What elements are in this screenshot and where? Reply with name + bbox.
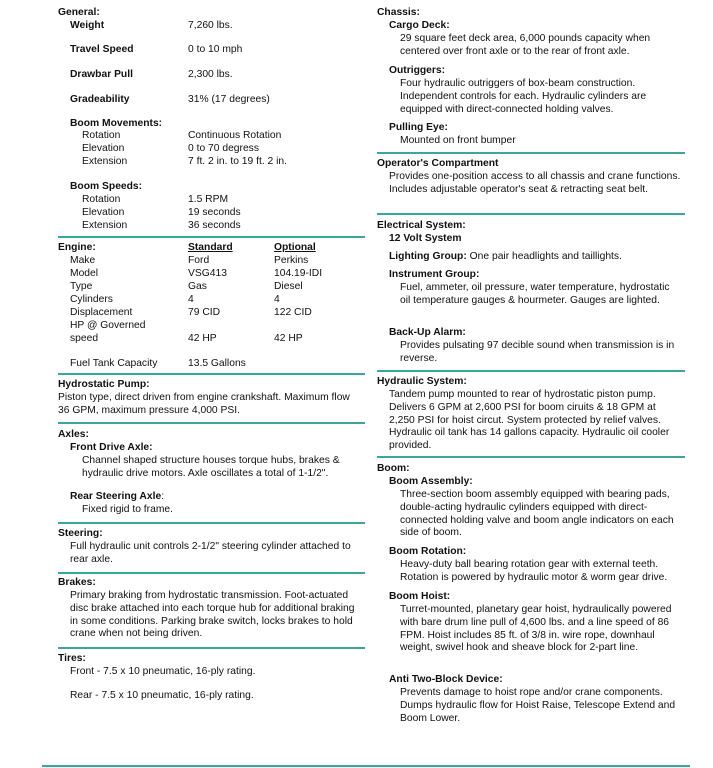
operator-title: Operator's Compartment (377, 158, 499, 169)
lighting-text: One pair headlights and taillights. (469, 251, 622, 262)
axles-title: Axles: (58, 429, 89, 440)
engine-row-label: Make (70, 255, 96, 266)
engine-row-std: 4 (188, 294, 194, 305)
outriggers-title: Outriggers: (389, 65, 446, 76)
hydrostatic-title: Hydrostatic Pump: (58, 379, 150, 390)
engine-row-opt: 104.19-IDI (274, 268, 323, 279)
tires-title: Tires: (58, 653, 86, 664)
engine-row-opt: 122 CID (274, 307, 312, 318)
divider (58, 373, 365, 375)
mov-value: Continuous Rotation (188, 130, 282, 141)
volt-system: 12 Volt System (389, 233, 462, 244)
lighting-title: Lighting Group: (389, 251, 467, 262)
general-title: General: (58, 7, 100, 18)
hydraulic-text: Tandem pump mounted to rear of hydrostatic piston pump. Delivers 6 GPM at 2,600 PSI for boom ciruits & 18 GPM at 2,250 PSI for hoist circut. System protected by relief valves. Hydraulic oil tank has 14 gallons capacity. Hydraulic oil cooler provided. (389, 389, 670, 452)
engine-row-label: Cylinders (70, 294, 113, 305)
divider (58, 522, 365, 524)
mov-label: Rotation (82, 130, 121, 141)
lighting-group (389, 251, 622, 264)
engine-row-opt: 4 (274, 294, 280, 305)
divider (58, 236, 365, 238)
spd-label: Extension (82, 220, 128, 231)
steering-title: Steering: (58, 528, 103, 539)
rear-axle-title-wrap (70, 491, 164, 504)
boom-movements-title: Boom Movements: (70, 118, 163, 129)
engine-row-label: Model (70, 268, 99, 279)
engine-row-opt: Diesel (274, 281, 303, 292)
electrical-title: Electrical System: (377, 220, 466, 231)
engine-row-std: Gas (188, 281, 207, 292)
divider (377, 152, 685, 154)
footer-rule (42, 765, 690, 767)
divider (377, 213, 685, 215)
boom-hoist-title: Boom Hoist: (389, 591, 451, 602)
boom-speeds-title: Boom Speeds: (70, 181, 143, 192)
gradeability-label: Gradeability (70, 94, 130, 105)
backup-alarm-text: Provides pulsating 97 decible sound when transmission is in reverse. (400, 340, 675, 364)
instrument-text: Fuel, ammeter, oil pressure, water temperature, hydrostatic oil temperature gauges & hourmeter. Gauges are lighted. (400, 282, 670, 306)
weight-value: 7,260 lbs. (188, 20, 233, 31)
engine-row-opt: Perkins (274, 255, 309, 266)
hydraulic-title: Hydraulic System: (377, 376, 467, 387)
steering-text: Full hydraulic unit controls 2-1/2" steering cylinder attached to rear axle. (70, 541, 351, 565)
tires-front: Front - 7.5 x 10 pneumatic, 16-ply rating. (70, 666, 256, 677)
mov-value: 0 to 70 degress (188, 143, 259, 154)
spd-value: 19 seconds (188, 207, 241, 218)
engine-title: Engine: (58, 242, 96, 253)
pulling-eye-text: Mounted on front bumper (400, 135, 516, 146)
rear-axle-colon: : (161, 491, 165, 502)
boom-rotation-text: Heavy-duty ball bearing rotation gear with external teeth. Rotation is powered by hydraulic motor & worm gear drive. (400, 559, 668, 583)
hp-opt-value: 42 HP (274, 333, 303, 344)
gradeability-value: 31% (17 degrees) (188, 94, 270, 105)
brakes-title: Brakes: (58, 577, 96, 588)
mov-value: 7 ft. 2 in. to 19 ft. 2 in. (188, 156, 288, 167)
tires-rear: Rear - 7.5 x 10 pneumatic, 16-ply rating. (70, 690, 254, 701)
brakes-text: Primary braking from hydrostatic transmission. Foot-actuated disc brake attached into each torque hub for additional braking in some conditions. Parking brake switch, locks brakes to hold crane when not being driven. (70, 590, 355, 640)
mov-label: Elevation (82, 143, 125, 154)
backup-alarm-title: Back-Up Alarm: (389, 327, 466, 338)
instrument-title: Instrument Group: (389, 269, 480, 280)
engine-row-std: 79 CID (188, 307, 221, 318)
anti-two-block-title: Anti Two-Block Device: (389, 674, 503, 685)
mov-label: Extension (82, 156, 128, 167)
spd-value: 36 seconds (188, 220, 241, 231)
boom-title: Boom: (377, 463, 410, 474)
rear-axle-title: Rear Steering Axle (70, 491, 162, 502)
boom-assembly-title: Boom Assembly: (389, 476, 473, 487)
boom-rotation-title: Boom Rotation: (389, 546, 467, 557)
divider (58, 647, 365, 649)
divider (377, 370, 685, 372)
drawbar-value: 2,300 lbs. (188, 69, 233, 80)
hp-std-value: 42 HP (188, 333, 217, 344)
travel-speed-value: 0 to 10 mph (188, 44, 243, 55)
hydrostatic-text: Piston type, direct driven from engine crankshaft. Maximum flow 36 GPM, maximum pressure 4,000 PSI. (58, 392, 350, 416)
fuel-tank-label: Fuel Tank Capacity (70, 358, 158, 369)
divider (377, 456, 685, 458)
divider (58, 422, 365, 424)
cargo-deck-text: 29 square feet deck area, 6,000 pounds capacity when centered over front axle or to the rear of front axle. (400, 33, 651, 57)
spd-label: Elevation (82, 207, 125, 218)
pulling-eye-title: Pulling Eye: (389, 122, 448, 133)
fuel-tank-value: 13.5 Gallons (188, 358, 246, 369)
engine-row-label: Type (70, 281, 93, 292)
front-axle-title: Front Drive Axle: (70, 442, 153, 453)
front-axle-text: Channel shaped structure houses torque hubs, brakes & hydraulic drive motors. Axle oscillates a total of 1-1/2". (82, 455, 340, 479)
weight-label: Weight (70, 20, 105, 31)
drawbar-label: Drawbar Pull (70, 69, 133, 80)
chassis-title: Chassis: (377, 7, 420, 18)
cargo-deck-title: Cargo Deck: (389, 20, 450, 31)
rear-axle-text: Fixed rigid to frame. (82, 504, 173, 515)
hp-label-line1: HP @ Governed (70, 320, 146, 331)
hp-label-line2: speed (70, 333, 99, 344)
engine-row-label: Displacement (70, 307, 133, 318)
boom-hoist-text: Turret-mounted, planetary gear hoist, hydraulically powered with bare drum line pull of 4,600 lbs. and a line speed of 86 FPM. Hoist includes 85 ft. of 3/8 in. wire rope, downhaul weight, swivel hook and sheave block for 2-part line. (400, 604, 672, 654)
operator-text: Provides one-position access to all chassis and crane functions. Includes adjustable operator's seat & retracting seat belt. (389, 171, 681, 195)
engine-row-std: VSG413 (188, 268, 227, 279)
outriggers-text: Four hydraulic outriggers of box-beam construction. Independent controls for each. Hydraulic cylinders are equipped with direct-connected holding valves. (400, 78, 647, 115)
anti-two-block-text: Prevents damage to hoist rope and/or crane components. Dumps hydraulic flow for Hoist Raise, Telescope Extend and Boom Lower. (400, 687, 676, 724)
engine-standard-header: Standard (188, 242, 233, 253)
engine-optional-header: Optional (274, 242, 316, 253)
travel-speed-label: Travel Speed (70, 44, 134, 55)
divider (58, 572, 365, 574)
engine-row-std: Ford (188, 255, 210, 266)
spd-label: Rotation (82, 194, 121, 205)
spd-value: 1.5 RPM (188, 194, 229, 205)
boom-assembly-text: Three-section boom assembly equipped with bearing pads, double-acting hydraulic cylinders equipped with direct-connected holding valve and boom angle indicators on each side of boom. (400, 489, 674, 539)
